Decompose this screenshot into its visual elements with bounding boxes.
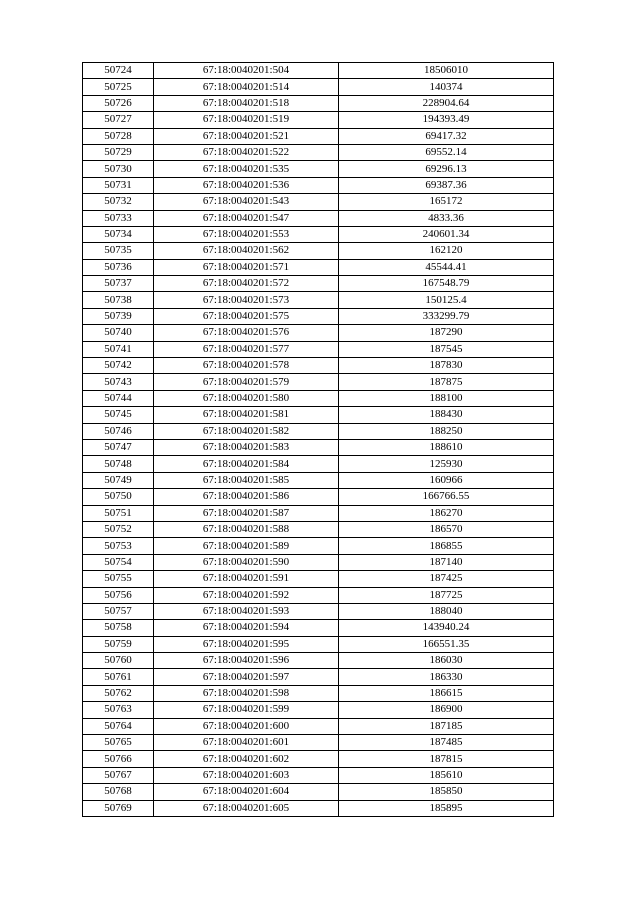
table-row	[83, 243, 554, 259]
cadastral-value-cell: 186855	[339, 538, 554, 554]
cadastral-value-cell: 187875	[339, 374, 554, 390]
cadastral-number-cell: 67:18:0040201:575	[154, 308, 339, 324]
row-number-cell: 50725	[83, 79, 154, 95]
cadastral-value-cell: 69417.32	[339, 128, 554, 144]
cadastral-number-cell: 67:18:0040201:562	[154, 243, 339, 259]
table-row	[83, 390, 554, 406]
table-row	[83, 128, 554, 144]
table-row	[83, 620, 554, 636]
row-number-cell: 50752	[83, 521, 154, 537]
cadastral-number-cell: 67:18:0040201:591	[154, 571, 339, 587]
cadastral-number-cell: 67:18:0040201:583	[154, 439, 339, 455]
cadastral-value-cell: 185850	[339, 784, 554, 800]
cadastral-value-cell: 125930	[339, 456, 554, 472]
cadastral-number-cell: 67:18:0040201:572	[154, 276, 339, 292]
table-row	[83, 571, 554, 587]
cadastral-value-cell: 186030	[339, 653, 554, 669]
cadastral-value-cell: 333299.79	[339, 308, 554, 324]
row-number-cell: 50733	[83, 210, 154, 226]
cadastral-value-cell: 186570	[339, 521, 554, 537]
table-row	[83, 79, 554, 95]
cadastral-value-cell: 186615	[339, 685, 554, 701]
cadastral-number-cell: 67:18:0040201:519	[154, 112, 339, 128]
row-number-cell: 50724	[83, 63, 154, 79]
cadastral-value-cell: 188430	[339, 407, 554, 423]
row-number-cell: 50744	[83, 390, 154, 406]
table-row	[83, 358, 554, 374]
table-row	[83, 636, 554, 652]
cadastral-number-cell: 67:18:0040201:522	[154, 144, 339, 160]
row-number-cell: 50768	[83, 784, 154, 800]
cadastral-number-cell: 67:18:0040201:535	[154, 161, 339, 177]
row-number-cell: 50753	[83, 538, 154, 554]
row-number-cell: 50740	[83, 325, 154, 341]
cadastral-value-cell: 187290	[339, 325, 554, 341]
cadastral-number-cell: 67:18:0040201:582	[154, 423, 339, 439]
cadastral-number-cell: 67:18:0040201:576	[154, 325, 339, 341]
row-number-cell: 50756	[83, 587, 154, 603]
row-number-cell: 50731	[83, 177, 154, 193]
table-row	[83, 554, 554, 570]
cadastral-value-cell: 150125.4	[339, 292, 554, 308]
cadastral-value-cell: 69552.14	[339, 144, 554, 160]
table-row	[83, 308, 554, 324]
row-number-cell: 50750	[83, 489, 154, 505]
table-body	[83, 63, 554, 817]
cadastral-number-cell: 67:18:0040201:580	[154, 390, 339, 406]
table-row	[83, 718, 554, 734]
cadastral-number-cell: 67:18:0040201:599	[154, 702, 339, 718]
table-row	[83, 489, 554, 505]
table-row	[83, 144, 554, 160]
cadastral-number-cell: 67:18:0040201:592	[154, 587, 339, 603]
row-number-cell: 50728	[83, 128, 154, 144]
cadastral-number-cell: 67:18:0040201:581	[154, 407, 339, 423]
table-row	[83, 767, 554, 783]
cadastral-number-cell: 67:18:0040201:601	[154, 735, 339, 751]
row-number-cell: 50732	[83, 194, 154, 210]
cadastral-number-cell: 67:18:0040201:547	[154, 210, 339, 226]
row-number-cell: 50765	[83, 735, 154, 751]
row-number-cell: 50727	[83, 112, 154, 128]
cadastral-value-cell: 194393.49	[339, 112, 554, 128]
table-row	[83, 587, 554, 603]
cadastral-value-cell: 69387.36	[339, 177, 554, 193]
table-row	[83, 538, 554, 554]
row-number-cell: 50760	[83, 653, 154, 669]
table-row	[83, 407, 554, 423]
cadastral-value-cell: 165172	[339, 194, 554, 210]
row-number-cell: 50734	[83, 226, 154, 242]
cadastral-number-cell: 67:18:0040201:590	[154, 554, 339, 570]
cadastral-number-cell: 67:18:0040201:578	[154, 358, 339, 374]
table-row	[83, 751, 554, 767]
row-number-cell: 50730	[83, 161, 154, 177]
row-number-cell: 50736	[83, 259, 154, 275]
cadastral-value-cell: 186270	[339, 505, 554, 521]
cadastral-number-cell: 67:18:0040201:589	[154, 538, 339, 554]
cadastral-number-cell: 67:18:0040201:553	[154, 226, 339, 242]
row-number-cell: 50762	[83, 685, 154, 701]
table-row	[83, 112, 554, 128]
table-row	[83, 226, 554, 242]
row-number-cell: 50764	[83, 718, 154, 734]
row-number-cell: 50729	[83, 144, 154, 160]
row-number-cell: 50759	[83, 636, 154, 652]
row-number-cell: 50738	[83, 292, 154, 308]
table-row	[83, 374, 554, 390]
row-number-cell: 50737	[83, 276, 154, 292]
row-number-cell: 50743	[83, 374, 154, 390]
cadastral-number-cell: 67:18:0040201:586	[154, 489, 339, 505]
table-row	[83, 423, 554, 439]
row-number-cell: 50751	[83, 505, 154, 521]
cadastral-number-cell: 67:18:0040201:597	[154, 669, 339, 685]
table-row	[83, 177, 554, 193]
cadastral-value-cell: 18506010	[339, 63, 554, 79]
cadastral-number-cell: 67:18:0040201:588	[154, 521, 339, 537]
cadastral-number-cell: 67:18:0040201:605	[154, 800, 339, 816]
table-row	[83, 735, 554, 751]
cadastral-value-cell: 167548.79	[339, 276, 554, 292]
cadastral-value-cell: 69296.13	[339, 161, 554, 177]
table-row	[83, 341, 554, 357]
cadastral-number-cell: 67:18:0040201:504	[154, 63, 339, 79]
row-number-cell: 50749	[83, 472, 154, 488]
row-number-cell: 50763	[83, 702, 154, 718]
cadastral-value-cell: 187830	[339, 358, 554, 374]
cadastral-number-cell: 67:18:0040201:514	[154, 79, 339, 95]
table-row	[83, 603, 554, 619]
cadastral-value-cell: 166551.35	[339, 636, 554, 652]
table-row	[83, 325, 554, 341]
cadastral-value-cell: 187185	[339, 718, 554, 734]
row-number-cell: 50748	[83, 456, 154, 472]
row-number-cell: 50761	[83, 669, 154, 685]
cadastral-value-cell: 166766.55	[339, 489, 554, 505]
cadastral-value-cell: 187725	[339, 587, 554, 603]
cadastral-value-cell: 160966	[339, 472, 554, 488]
table-row	[83, 161, 554, 177]
cadastral-value-cell: 186330	[339, 669, 554, 685]
table-row	[83, 194, 554, 210]
cadastral-number-cell: 67:18:0040201:598	[154, 685, 339, 701]
row-number-cell: 50735	[83, 243, 154, 259]
cadastral-number-cell: 67:18:0040201:593	[154, 603, 339, 619]
cadastral-value-cell: 185610	[339, 767, 554, 783]
cadastral-number-cell: 67:18:0040201:604	[154, 784, 339, 800]
table-row	[83, 505, 554, 521]
cadastral-value-cell: 228904.64	[339, 95, 554, 111]
cadastral-number-cell: 67:18:0040201:595	[154, 636, 339, 652]
cadastral-number-cell: 67:18:0040201:600	[154, 718, 339, 734]
row-number-cell: 50745	[83, 407, 154, 423]
table-row	[83, 259, 554, 275]
table-row	[83, 276, 554, 292]
row-number-cell: 50746	[83, 423, 154, 439]
cadastral-value-cell: 185895	[339, 800, 554, 816]
cadastral-number-cell: 67:18:0040201:579	[154, 374, 339, 390]
cadastral-value-cell: 45544.41	[339, 259, 554, 275]
cadastral-value-cell: 186900	[339, 702, 554, 718]
table-row	[83, 472, 554, 488]
cadastral-number-cell: 67:18:0040201:603	[154, 767, 339, 783]
cadastral-value-cell: 187545	[339, 341, 554, 357]
cadastral-value-cell: 187485	[339, 735, 554, 751]
cadastral-value-cell: 143940.24	[339, 620, 554, 636]
cadastral-value-cell: 187815	[339, 751, 554, 767]
cadastral-value-cell: 4833.36	[339, 210, 554, 226]
row-number-cell: 50741	[83, 341, 154, 357]
cadastral-value-cell: 187140	[339, 554, 554, 570]
cadastral-number-cell: 67:18:0040201:585	[154, 472, 339, 488]
row-number-cell: 50726	[83, 95, 154, 111]
cadastral-number-cell: 67:18:0040201:521	[154, 128, 339, 144]
cadastral-number-cell: 67:18:0040201:602	[154, 751, 339, 767]
cadastral-value-cell: 140374	[339, 79, 554, 95]
row-number-cell: 50739	[83, 308, 154, 324]
table-row	[83, 292, 554, 308]
row-number-cell: 50769	[83, 800, 154, 816]
cadastral-value-cell: 187425	[339, 571, 554, 587]
row-number-cell: 50757	[83, 603, 154, 619]
cadastral-value-cell: 240601.34	[339, 226, 554, 242]
table-row	[83, 95, 554, 111]
table-row	[83, 784, 554, 800]
cadastral-value-cell: 162120	[339, 243, 554, 259]
row-number-cell: 50758	[83, 620, 154, 636]
table-row	[83, 685, 554, 701]
row-number-cell: 50767	[83, 767, 154, 783]
table-row	[83, 521, 554, 537]
cadastral-value-cell: 188100	[339, 390, 554, 406]
cadastral-number-cell: 67:18:0040201:571	[154, 259, 339, 275]
table-row	[83, 439, 554, 455]
cadastral-number-cell: 67:18:0040201:596	[154, 653, 339, 669]
row-number-cell: 50766	[83, 751, 154, 767]
cadastral-value-cell: 188040	[339, 603, 554, 619]
cadastral-number-cell: 67:18:0040201:577	[154, 341, 339, 357]
table-row	[83, 653, 554, 669]
table-row	[83, 702, 554, 718]
cadastral-number-cell: 67:18:0040201:543	[154, 194, 339, 210]
cadastral-number-cell: 67:18:0040201:584	[154, 456, 339, 472]
table-row	[83, 210, 554, 226]
cadastral-number-cell: 67:18:0040201:518	[154, 95, 339, 111]
cadastral-number-cell: 67:18:0040201:536	[154, 177, 339, 193]
table-row	[83, 800, 554, 816]
row-number-cell: 50755	[83, 571, 154, 587]
cadastral-number-cell: 67:18:0040201:594	[154, 620, 339, 636]
row-number-cell: 50754	[83, 554, 154, 570]
table-row	[83, 669, 554, 685]
table-row	[83, 63, 554, 79]
cadastral-number-cell: 67:18:0040201:587	[154, 505, 339, 521]
table-row	[83, 456, 554, 472]
cadastral-value-table	[82, 62, 554, 817]
cadastral-number-cell: 67:18:0040201:573	[154, 292, 339, 308]
cadastral-value-cell: 188250	[339, 423, 554, 439]
row-number-cell: 50742	[83, 358, 154, 374]
cadastral-value-cell: 188610	[339, 439, 554, 455]
row-number-cell: 50747	[83, 439, 154, 455]
